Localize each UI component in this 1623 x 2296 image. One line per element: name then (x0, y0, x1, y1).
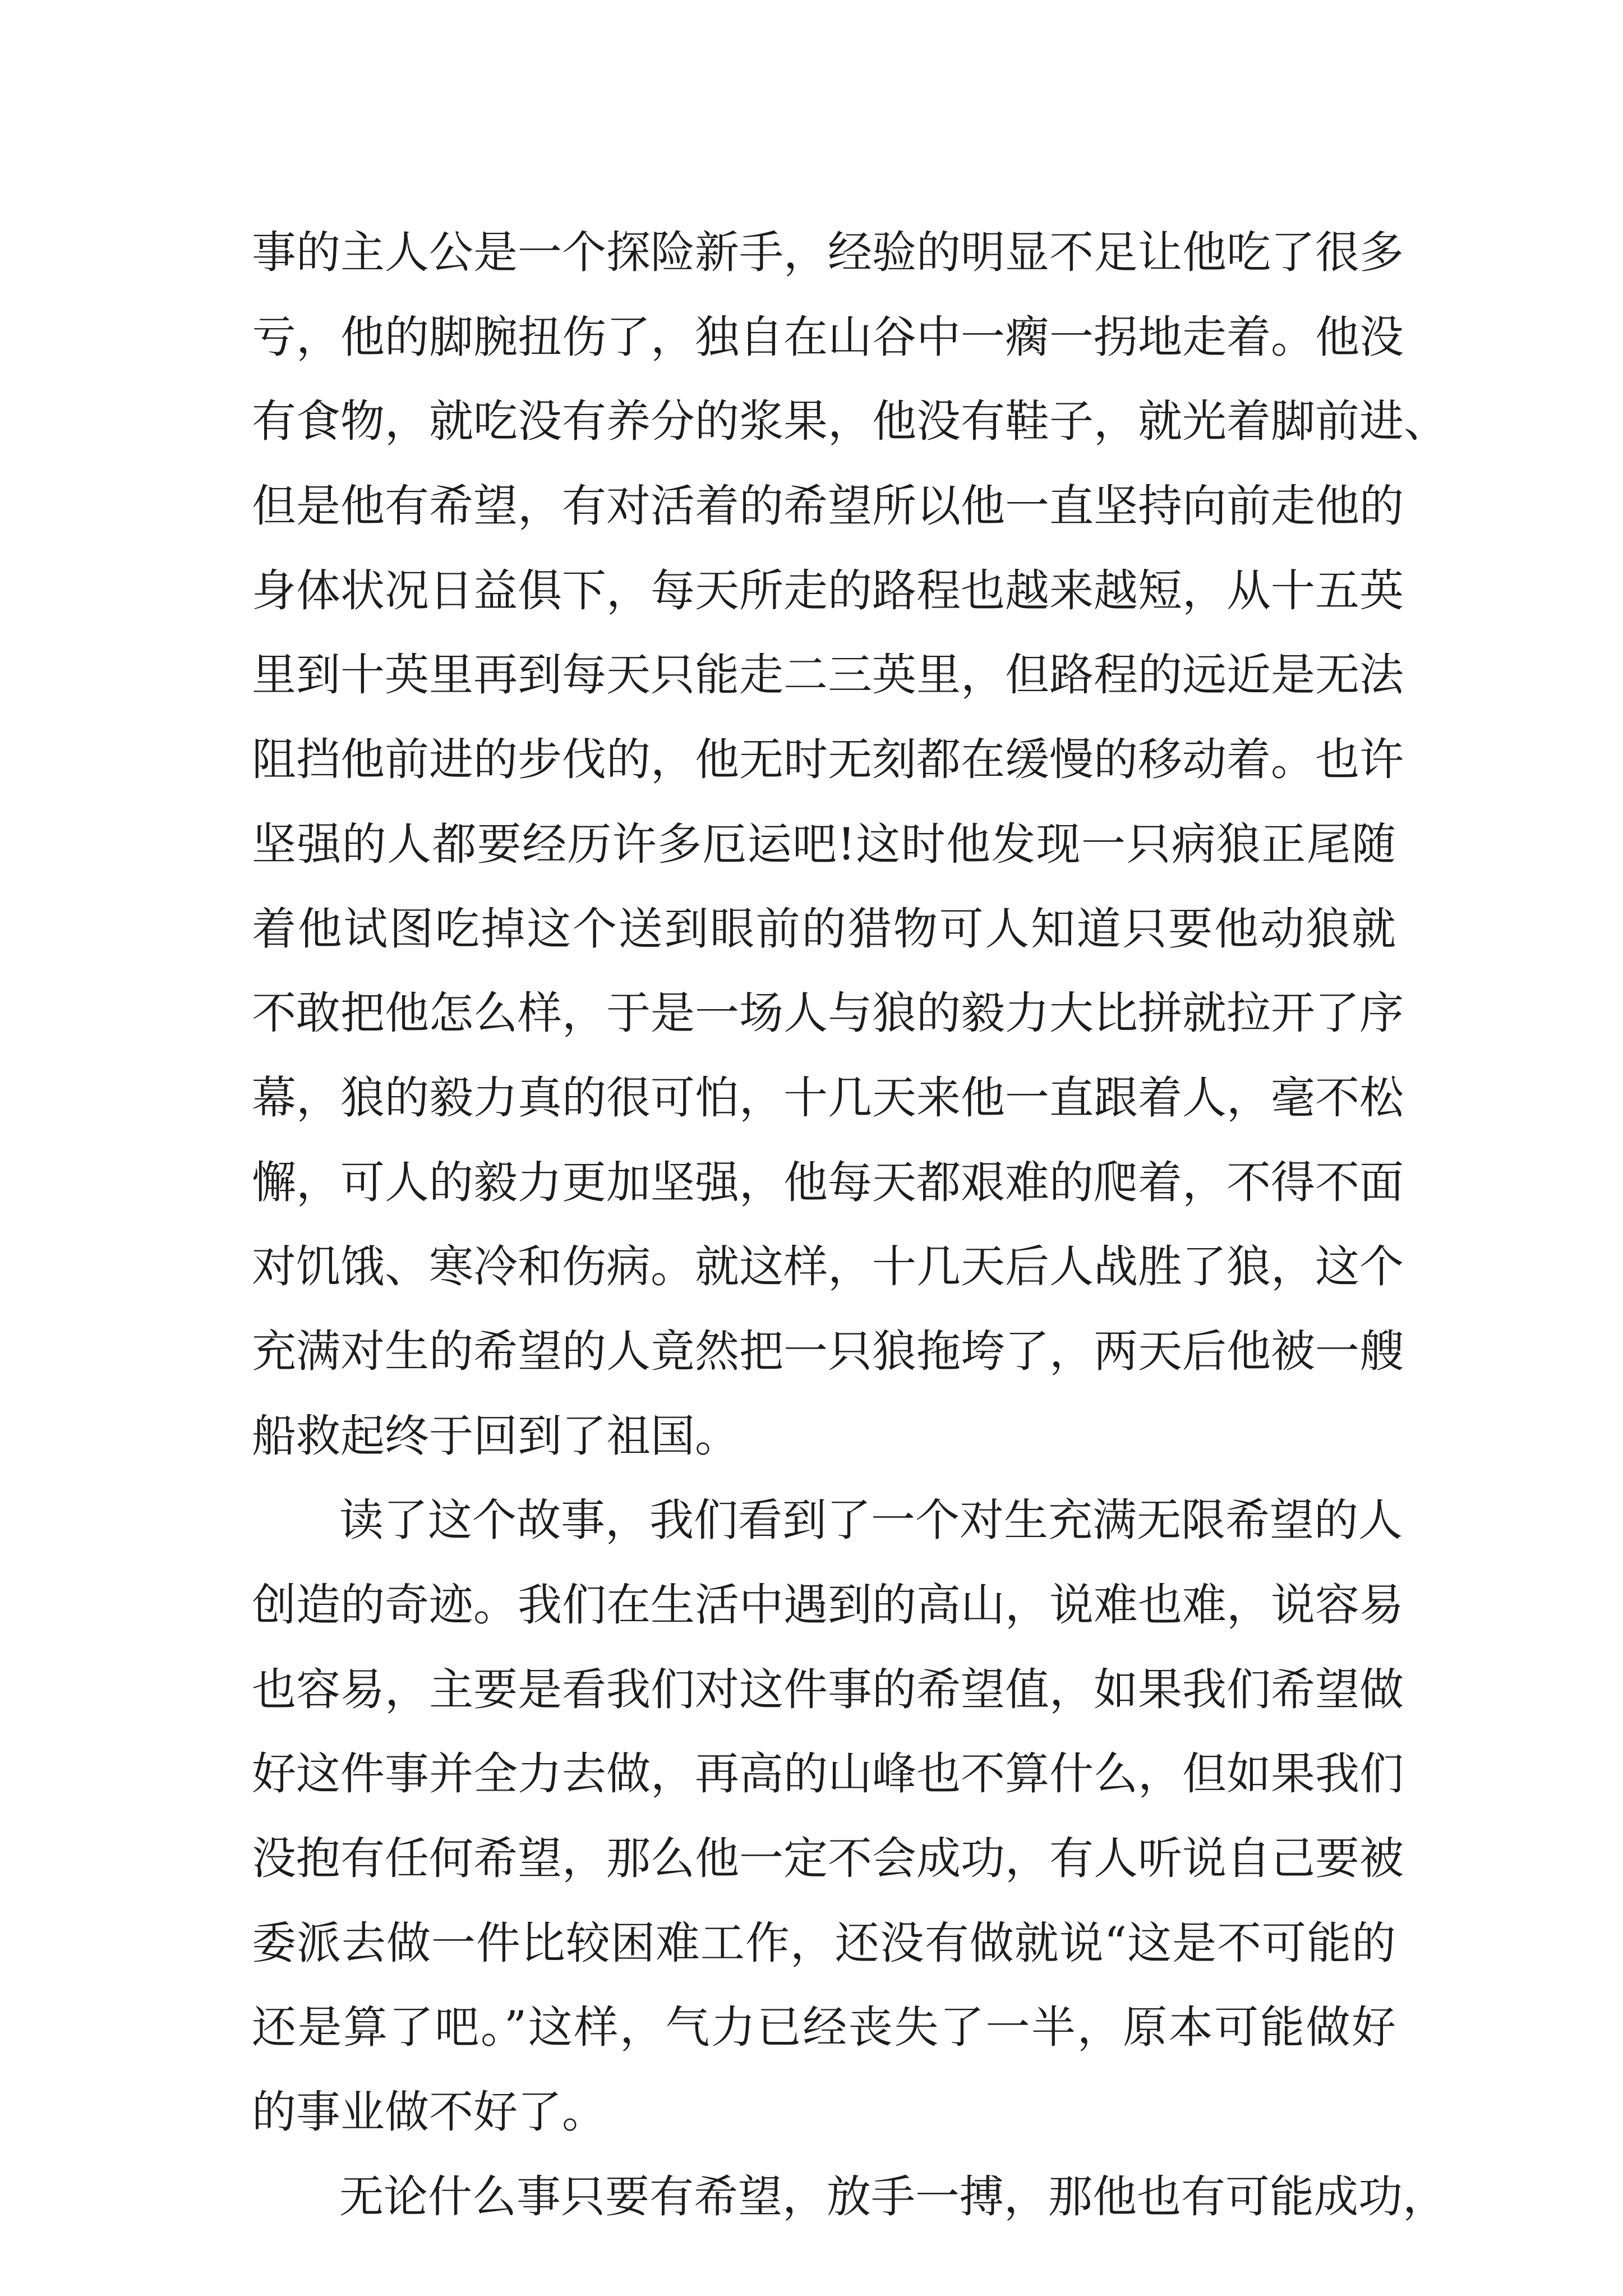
text-line: 读了这个故事，我们看到了一个对生充满无限希望的人 (339, 1494, 1403, 1547)
text-line: 不敢把他怎么样，于是一场人与狼的毅力大比拼就拉开了序 (252, 987, 1404, 1039)
text-line: 好这件事并全力去做，再高的山峰也不算什么，但如果我们 (252, 1748, 1404, 1800)
text-line: 委派去做一件比较困难工作，还没有做就说“这是不可能的 (252, 1917, 1396, 1969)
text-line: 创造的奇迹。我们在生活中遇到的高山，说难也难，说容易 (252, 1579, 1404, 1631)
text-line: 着他试图吃掉这个送到眼前的猎物可人知道只要他动狼就 (252, 903, 1396, 955)
text-line: 没抱有任何希望，那么他一定不会成功，有人听说自己要被 (252, 1833, 1404, 1885)
text-line: 对饥饿、寒冷和伤病。就这样，十几天后人战胜了狼，这个 (252, 1241, 1404, 1293)
text-line: 阻挡他前进的步伐的，他无时无刻都在缓慢的移动着。也许 (252, 734, 1404, 786)
text-line: 但是他有希望，有对活着的希望所以他一直坚持向前走他的 (252, 480, 1404, 532)
text-line: 无论什么事只要有希望，放手一搏，那他也有可能成功， (339, 2170, 1447, 2223)
text-line: 有食物，就吃没有养分的浆果，他没有鞋子，就光着脚前进、 (252, 395, 1448, 448)
text-line: 坚强的人都要经历许多厄运吧!这时他发现一只病狼正尾随 (252, 818, 1396, 870)
text-line: 事的主人公是一个探险新手，经验的明显不足让他吃了很多 (252, 227, 1404, 278)
document-body (252, 210, 1448, 2239)
text-line: 还是算了吧。”这样，气力已经丧失了一半，原本可能做好 (252, 2001, 1396, 2054)
text-line: 身体状况日益俱下，每天所走的路程也越来越短，从十五英 (252, 564, 1404, 616)
text-line: 的事业做不好了。 (252, 2086, 606, 2138)
text-line: 懈，可人的毅力更加坚强，他每天都艰难的爬着，不得不面 (252, 1156, 1404, 1208)
paragraph-1 (252, 210, 1448, 1478)
text-line: 也容易，主要是看我们对这件事的希望值，如果我们希望做 (252, 1663, 1404, 1715)
text-line: 里到十英里再到每天只能走二三英里，但路程的远近是无法 (252, 649, 1404, 701)
paragraph-3 (252, 2155, 1447, 2239)
text-line: 亏，他的脚腕扭伤了，独自在山谷中一瘸一拐地走着。他没 (252, 311, 1404, 363)
text-line: 幕，狼的毅力真的很可怕，十几天来他一直跟着人，毫不松 (252, 1071, 1404, 1124)
text-line: 充满对生的希望的人竟然把一只狼拖垮了，两天后他被一艘 (252, 1325, 1404, 1377)
paragraph-2 (252, 1478, 1404, 2155)
text-line: 船救起终于回到了祖国。 (252, 1410, 739, 1462)
